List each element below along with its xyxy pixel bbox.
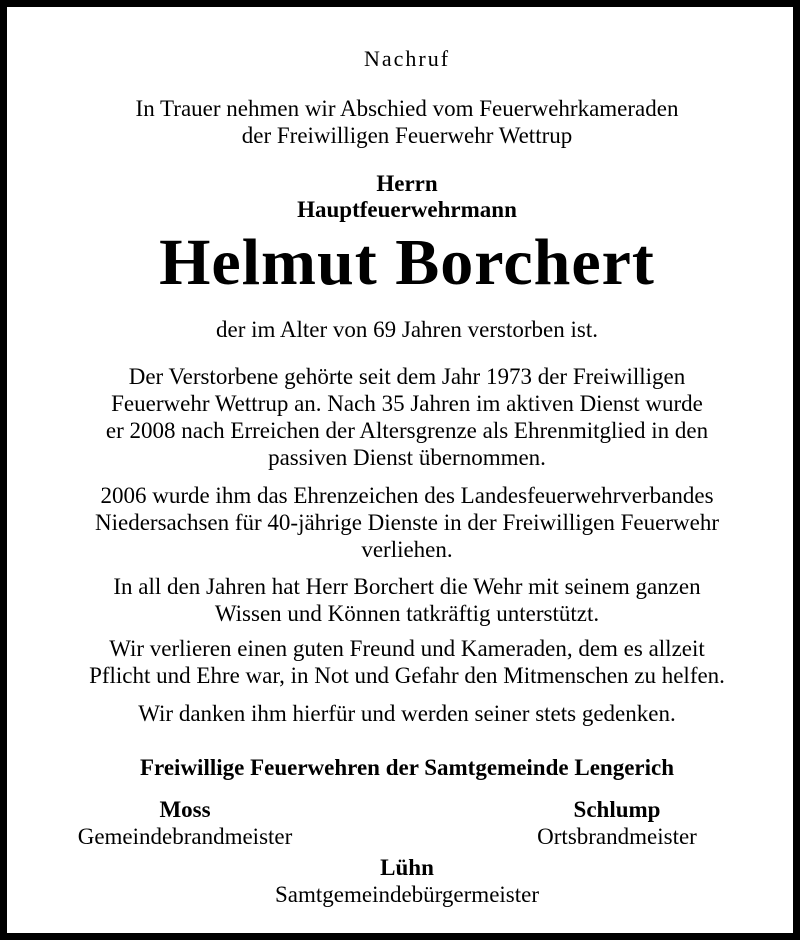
paragraph-2-line-2: Niedersachsen für 40-jährige Dienste in der Freiwilligen Feuerwehr [95,510,719,535]
paragraph-5-line-1: Wir danken ihm hierfür und werden seiner stets gedenken. [138,701,676,726]
organization: Freiwillige Feuerwehren der Samtgemeinde Lengerich [140,755,674,780]
salutation: Herrn [376,171,438,196]
paragraph-4-line-1: Wir verlieren einen guten Freund und Kameraden, dem es allzeit [109,636,705,661]
paragraph-1-line-1: Der Verstorbene gehörte seit dem Jahr 1973 der Freiwilligen [128,364,686,389]
paragraph-1-line-4: passiven Dienst übernommen. [268,445,546,470]
signatory-left-name: Moss [159,797,211,822]
paragraph-2-line-3: verliehen. [361,537,453,562]
signatory-right-title: Ortsbrandmeister [537,824,697,849]
paragraph-4-line-2: Pflicht und Ehre war, in Not und Gefahr den Mitmenschen zu helfen. [89,663,725,688]
paragraph-2-line-1: 2006 wurde ihm das Ehrenzeichen des Landesfeuerwehrverbandes [100,483,714,508]
paragraph-1-line-3: er 2008 nach Erreichen der Altersgrenze als Ehrenmitglied in den [105,418,709,443]
signatory-left-title: Gemeindebrandmeister [77,824,293,849]
signatory-right-name: Schlump [573,797,661,822]
signatory-center-title: Samtgemeindebürgermeister [275,882,539,907]
signatory-center-name: Lühn [380,855,434,880]
paragraph-1-line-2: Feuerwehr Wettrup an. Nach 35 Jahren im aktiven Dienst wurde [111,391,703,416]
intro-line-2: der Freiwilligen Feuerwehr Wettrup [241,123,573,148]
deceased-name: Helmut Borchert [159,226,655,299]
paragraph-3-line-1: In all den Jahren hat Herr Borchert die Wehr mit seinem ganzen [113,574,701,599]
notice-heading: Nachruf [363,46,451,71]
paragraph-3-line-2: Wissen und Können tatkräftig unterstützt. [214,601,600,626]
age-line: der im Alter von 69 Jahren verstorben ist. [216,317,598,342]
intro-line-1: In Trauer nehmen wir Abschied vom Feuerwehrkameraden [135,96,679,121]
rank: Hauptfeuerwehrmann [297,197,517,222]
